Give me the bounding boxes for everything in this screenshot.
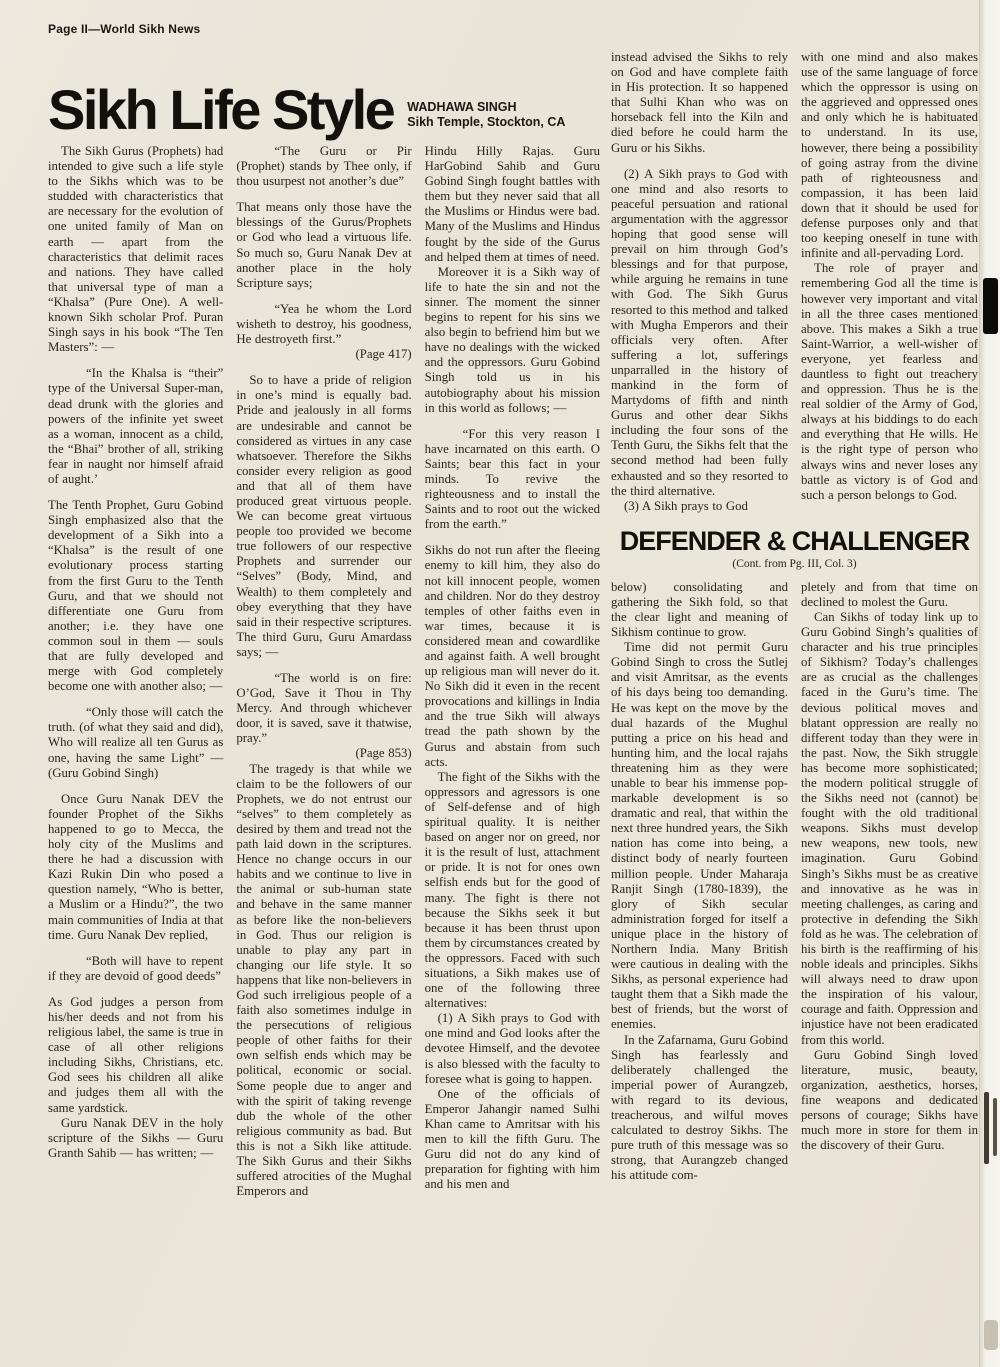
paragraph: with one mind and also makes use of the same language of force which the oppressor is using on the aggrieved and oppressed ones and only which he is habituated to understand. In its use, however, there being a possibility of going astray from the divine path of righteousness and compassion, it has been laid down that it should be used for defense purposes only and that too keeping oneself in tune with infinite and all-pervading Lord. — [801, 50, 978, 261]
right-columns-top — [611, 50, 978, 514]
content-area — [48, 50, 978, 1199]
paragraph: pletely and from that time on declined to molest the Guru. — [801, 579, 978, 609]
paragraph: The tragedy is that while we claim to be the followers of our Prophets, we do not entrust our “selves” to them completely as desired by them and tread not the path laid down in the scriptures. Hence no change occurs in our habits and we continue to live in the animal or sub-human state and behave in the same manner as before like the non-believers in God. Thus our religion is unable to play any part in changing our life style. It so happens that like non-believers in God such irreligious people of a faith also sometimes indulge in the persecutions of religious people of other faiths for their own selfish ends which may be political, economic or social. Some people due to anger and with the spirit of taking revenge dub the whole of the other religious community as bad. But this is not a Sikh like attitude. The Sikh Gurus and their Sikhs suffered atrocities of the Mughal Emperors and — [236, 761, 412, 1199]
article2-continuation: (Cont. from Pg. III, Col. 3) — [732, 557, 857, 570]
page-label: Page II—World Sikh News — [48, 22, 201, 36]
paragraph: (Page 853) — [355, 746, 412, 761]
paragraph: “Both will have to repent if they are devoid of good deeds” — [48, 953, 224, 983]
column-5-bottom — [801, 580, 978, 1184]
byline — [407, 100, 565, 134]
paragraph: “In the Khalsa is “their” type of the Universal Super-man, dead drunk with the glories and powers of the infinite yet sweet as a woman, innocent as a child, the “Bhai” brother of all, striking fear in naught nor himself afraid of aught.’ — [48, 366, 224, 486]
left-columns — [48, 144, 600, 1199]
right-columns-bottom — [611, 580, 978, 1184]
column-2 — [236, 144, 411, 1199]
paragraph: below) consolidating and gathering the Sikh fold, so that the clear light and meaning of Sikhism continue to grow. — [611, 579, 788, 640]
column-4-bottom — [611, 580, 788, 1184]
paragraph: instead advised the Sikhs to rely on God and have complete faith in His protection. It so happened that Sulhi Khan who was on horseback fell into the Kiln and died before he could harm the Guru or his Sikhs. — [611, 50, 788, 155]
paragraph: In the Zafarnama, Guru Gobind Singh has fearlessly and deliberately challenged the imperial power of Aurangzeb, with regard to its devious, treacherous, and wilful moves calculated to destroy Sikhs. The pure truth of this message was so strong, that Aurangzeb changed his attitude com- — [611, 1032, 788, 1183]
column-4-top — [611, 50, 788, 514]
byline-org: Sikh Temple, Stockton, CA — [407, 115, 566, 130]
paragraph: Moreover it is a Sikh way of life to hate the sin and not the sinner. The moment the sinner begins to repent for his sins we also begin to befriend him but we have no dealings with the wicked and the oppressors. Guru Gobind Singh told us in his autobiography about his mission in this world as follows; — — [424, 264, 600, 415]
paragraph: (1) A Sikh prays to God with one mind and God looks after the devotee Himself, and the devotee is also blessed with the faculty to foresee what is going to happen. — [424, 1011, 600, 1086]
column-3 — [425, 144, 600, 1199]
paragraph: “Only those will catch the truth. (of what they said and did), Who will realize all ten Gurus as one, having the same Light” — (Guru Gobind Singh) — [48, 705, 224, 780]
scan-edge-artifact — [979, 0, 1000, 1367]
scan-mark-dash — [993, 1098, 997, 1156]
paragraph: Once Guru Nanak DEV the founder Prophet of the Sikhs happened to go to Mecca, the holy city of the Muslims and there he had a discussion with Kazi Rukin Din who posed a question namely, “Who is better, a Muslim or a Hindu?”, the two main communities of India at that time. Guru Nanak Dev replied, — [48, 791, 224, 942]
paragraph: (3) A Sikh prays to God — [624, 498, 748, 513]
paragraph: “The world is on fire: O’God, Save it Thou in Thy Mercy. And through whichever door, it is saved, save it thatwise, pray.” — [236, 671, 412, 746]
paragraph: (2) A Sikh prays to God with one mind and also resorts to peaceful persuation and rational argumentation with the aggressor hoping that good sense will prevail on him through God’s blessings and for that purpose, while arguing he remains in tune with God. The Sikh Gurus resorted to this method and talked with Mugha Emperors and their officials very often. After suffering a lot, sufferings unparralled in the history of mankind in the form of Martydoms of fifth and ninth Gurus and other dear Sikhs including the four sons of the Tenth Guru, the Sikhs felt that the second method had been fully exhausted and so they resorted to the third alternative. — [611, 166, 788, 498]
paragraph: Hindu Hilly Rajas. Guru HarGobind Sahib and Guru Gobind Singh fought battles with them but they never said that all the Muslims or Hindus were bad. Many of the Muslims and Hindus fought by the side of the Gurus and helped them at times of need. — [424, 144, 600, 264]
paragraph: So to have a pride of religion in one’s mind is equally bad. Pride and jealously in all forms are undesirable and cannot be considered as virtues in any case whatsoever. Therefore the Sikhs consider every religion as good and that all of them have produced great virtuous people. We can become great virtuous people too provided we become true followers of our respective Prophets and surrender our “Selves” (Body, Mind, and Wealth) to them completely and obey everything that they have said in their respective scriptures. The third Guru, Guru Amardass says; — — [236, 373, 412, 659]
scan-mark-dash — [984, 1092, 989, 1164]
paragraph: Time did not permit Guru Gobind Singh to cross the Sutlej and visit Amritsar, as the events of his days being too demanding. He was kept on the move by the dual hazards of the Mughul putting a price on his head and hunting him, and the local rajahs threatening him as they were unable to bear his immense pop-markable development is so dramatic and real, that within the next three hundred years, the Sikh nation has come into being, a distinct body of nearly fourteen million people. Under Maharaja Ranjit Singh (1780-1839), the glory of Sikh secular administration forged for itself a unique place in the history of Northern India. Many British were cautious in dealing with the Sikhs, as personal experience had taught them that a Sikh made the best of friends, but the worst of enemies. — [611, 640, 788, 1032]
column-5-top — [801, 50, 978, 514]
paragraph: That means only those have the blessings of the Gurus/Prophets or God who lead a virtuous life. So much so, Guru Nanak Dev at another place in the holy Scripture says; — [236, 200, 412, 290]
paragraph: “Yea he whom the Lord wisheth to destroy, his goodness, He destroyeth first.” — [236, 301, 412, 347]
paragraph: The fight of the Sikhs with the oppressors and agressors is one of Self-defense and of high spiritual quality. It is neither based on anger nor on greed, nor it is the result of lust, attachment or pride. It is not for ones own selfish ends but for the good of many. The fight is there not because the Sikhs seek it but because it has been thrust upon them by circumstances created by the oppressors. Faced with such situations, a Sikh makes use of one of the following three alternatives: — [424, 769, 600, 1011]
article-masthead — [48, 50, 600, 141]
paragraph: One of the officials of Emperor Jahangir named Sulhi Khan came to Amritsar with his men to kill the fifth Guru. The Guru did not do any kind of preparation for fighting with him and his men and — [424, 1086, 600, 1192]
paragraph: The role of prayer and remembering God all the time is however very important and vital in all the three cases mentioned above. This makes a Sikh a true Saint-Warrior, a well-wisher of everyone, yet fearless and dauntless to fight out treachery and oppression. Thus he is the real soldier of the Army of God, always at his biddings to do each and everything that He wills. He is the right type of person who always wins and never loses any battle as victory is of God and such a person belongs to God. — [801, 261, 978, 502]
scan-mark-smudge — [984, 1320, 998, 1350]
paragraph: Guru Gobind Singh loved literature, music, beauty, organization, aesthetics, horses, fine weapons and dedicated persons of courage; Sikhs have much more in store for them in the discovery of their Guru. — [801, 1047, 978, 1153]
column-1 — [48, 144, 223, 1199]
paragraph: The Tenth Prophet, Guru Gobind Singh emphasized also that the development of a Sikh into a “Khalsa” is the result of one evolutionary process starting from the first Guru to the Tenth Guru, and that we should not differentiate one Guru from another; i.e. they have one common soul in them — souls that are fully developed and merge with God completely become one with another also; — — [48, 498, 224, 694]
article2-header — [611, 525, 978, 572]
paragraph: “The Guru or Pir (Prophet) stands by Thee only, if thou usurpest not another’s due” — [236, 144, 412, 189]
paragraph: The Sikh Gurus (Prophets) had intended to give such a life style to the Sikhs which was to be studded with characteristics that are necessary for the evolution of one united family of Man on earth — apart from the characteristics that delimit races and nations. They have called that universal type of man a “Khalsa” (Pure One). A well-known Sikh scholar Prof. Puran Singh says in his book “The Ten Masters”: — — [48, 144, 224, 355]
byline-author: WADHAWA SINGH — [407, 99, 517, 114]
paragraph: As God judges a person from his/her deeds and not from his religious label, the same is true in case of all other religions including Sikhs, Christians, etc. God sees his children all alike and judges them all with the same yardstick. — [48, 994, 224, 1115]
paragraph: Guru Nanak DEV in the holy scripture of the Sikhs — Guru Granth Sahib — has written; — — [48, 1115, 224, 1160]
article-title: Sikh Life Style — [48, 77, 394, 141]
right-section — [611, 50, 978, 1199]
scan-mark-blob — [983, 278, 998, 334]
paragraph: “For this very reason I have incarnated on this earth. O Saints; bear this fact in your minds. To revive the righteousness and to install the Saints and to root out the wicked from the earth.” — [424, 426, 600, 532]
paragraph: (Page 417) — [355, 347, 412, 362]
paragraph: Can Sikhs of today link up to Guru Gobind Singh’s qualities of character and his true principles of Sikhism? Today’s challenges are as crucial as the challenges faced in the Guru’s time. The devious political moves and blatant oppression are really no different today than they were in the past. Now, the Sikh struggle has become more sophisticated; the modern political struggle of the Sikhs need not (cannot) be fought with the old traditional weapons. Sikhs must develop new weapons, new tools, new imagination. Guru Gobind Singh’s Sikhs must be as creative and innovative as he was in meeting challenges, as caring and protective in defending the Sikh fold as he was. The celebration of his birth is the reaffirming of his noble ideals and principles. Sikhs will always need to draw upon the inspiration of his valour, courage and faith. Oppression and injustice have not been eradicated from this world. — [801, 609, 978, 1047]
paragraph: Sikhs do not run after the fleeing enemy to kill him, they also do not kill innocent people, women and children. Nor do they destroy temples of other faiths even in war times, because it is considered mean and cowardlike and against faith. A well brought up religious man will never do it. No Sikh did it even in the recent provocations and killings in India and the true Sikh will always tread the path shown by the Gurus and abstain from such acts. — [424, 543, 600, 769]
article2-title: DEFENDER & CHALLENGER — [619, 525, 970, 556]
left-section — [48, 50, 600, 1199]
